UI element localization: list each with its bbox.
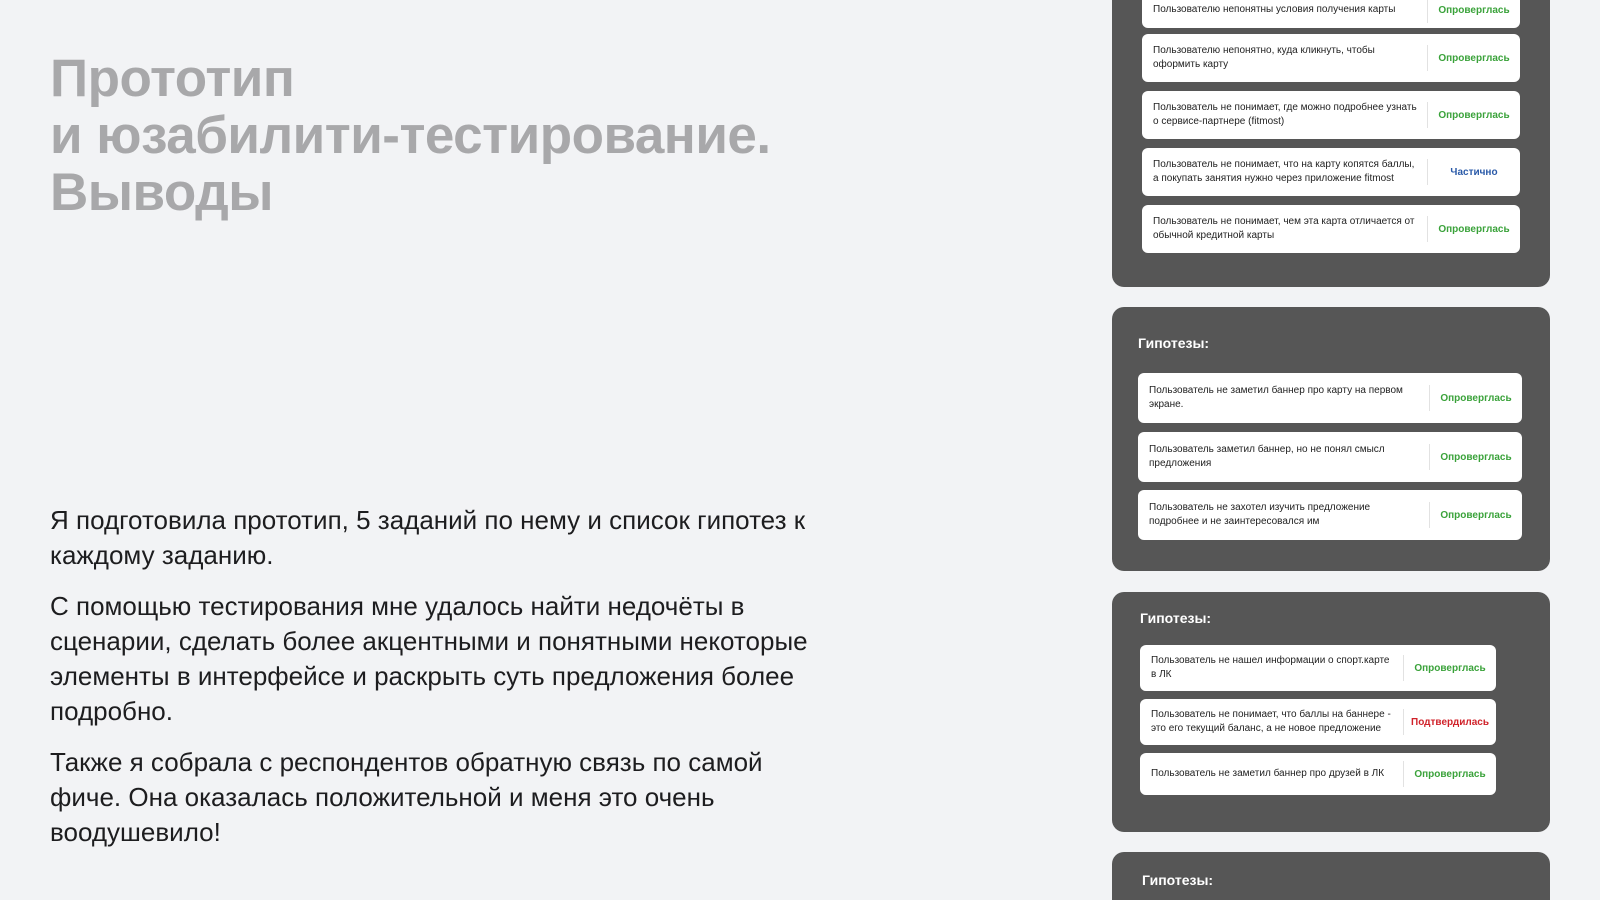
hypothesis-status: Опроверглась — [1438, 52, 1510, 64]
hypothesis-text: Пользователь не понимает, где можно подробнее узнать о сервисе-партнере (fitmost) — [1153, 102, 1417, 127]
hypothesis-text: Пользователь не понимает, что баллы на баннере - это его текущий баланс, а не новое предложение — [1151, 709, 1391, 734]
hypothesis-status: Опроверглась — [1414, 662, 1486, 674]
hypothesis-card — [1138, 373, 1522, 423]
hypothesis-status: Опроверглась — [1438, 109, 1510, 121]
hypothesis-card — [1142, 91, 1520, 139]
conclusions-text — [50, 503, 810, 866]
hypothesis-card — [1142, 34, 1520, 82]
hypothesis-text: Пользователь не захотел изучить предложение подробнее и не заинтересовался им — [1149, 502, 1371, 527]
hypothesis-text: Пользователь не заметил баннер про карту на первом экране. — [1149, 385, 1403, 410]
hypothesis-card — [1138, 490, 1522, 540]
paragraph-1: Я подготовила прототип, 5 заданий по нему и список гипотез к каждому заданию. — [50, 505, 806, 570]
paragraph-3: Также я собрала с респондентов обратную связь по самой фиче. Она оказалась положительной и меня это очень воодушевило! — [50, 747, 763, 847]
hypothesis-text: Пользователь не понимает, что на карту копятся баллы, а покупать занятия нужно через приложение fitmost — [1153, 159, 1415, 184]
hypothesis-card — [1140, 753, 1496, 795]
hypothesis-status: Опроверглась — [1440, 451, 1512, 463]
hypotheses-panel-1 — [1112, 0, 1550, 287]
page-title — [50, 50, 771, 221]
paragraph-2: С помощью тестирования мне удалось найти недочёты в сценарии, сделать более акцентными и понятными некоторые элементы в интерфейсе и раскрыть суть предложения более подробно. — [50, 591, 808, 726]
hypothesis-status: Подтвердилась — [1411, 716, 1489, 728]
hypothesis-status: Частично — [1450, 166, 1498, 178]
hypothesis-status: Опроверглась — [1414, 768, 1486, 780]
hypotheses-panel-4 — [1112, 852, 1550, 900]
title-line-3: Выводы — [50, 163, 274, 222]
hypothesis-status: Опроверглась — [1438, 4, 1510, 16]
hypotheses-panel-2 — [1112, 307, 1550, 571]
title-line-2: и юзабилити-тестирование. — [50, 106, 771, 165]
hypothesis-text: Пользователь не заметил баннер про друзей в ЛК — [1151, 768, 1385, 779]
hypothesis-card — [1140, 645, 1496, 691]
panel-title: Гипотезы: — [1140, 610, 1212, 626]
hypothesis-card — [1142, 205, 1520, 253]
hypothesis-text: Пользователь не нашел информации о спорт.карте в ЛК — [1151, 655, 1390, 680]
hypothesis-status: Опроверглась — [1440, 509, 1512, 521]
hypothesis-card — [1142, 148, 1520, 196]
panel-title: Гипотезы: — [1142, 872, 1214, 888]
hypothesis-text: Пользователь не понимает, чем эта карта отличается от обычной кредитной карты — [1153, 216, 1415, 241]
hypothesis-text: Пользователю непонятны условия получения карты — [1153, 4, 1396, 15]
title-line-1: Прототип — [50, 49, 295, 108]
hypothesis-card — [1142, 0, 1520, 28]
hypothesis-card — [1138, 432, 1522, 482]
hypothesis-card — [1140, 699, 1496, 745]
hypothesis-status: Опроверглась — [1438, 223, 1510, 235]
hypothesis-text: Пользователю непонятно, куда кликнуть, чтобы оформить карту — [1153, 45, 1375, 70]
panel-title: Гипотезы: — [1138, 335, 1210, 351]
hypothesis-text: Пользователь заметил баннер, но не понял смысл предложения — [1149, 444, 1385, 469]
hypothesis-status: Опроверглась — [1440, 392, 1512, 404]
hypotheses-panel-3 — [1112, 592, 1550, 832]
